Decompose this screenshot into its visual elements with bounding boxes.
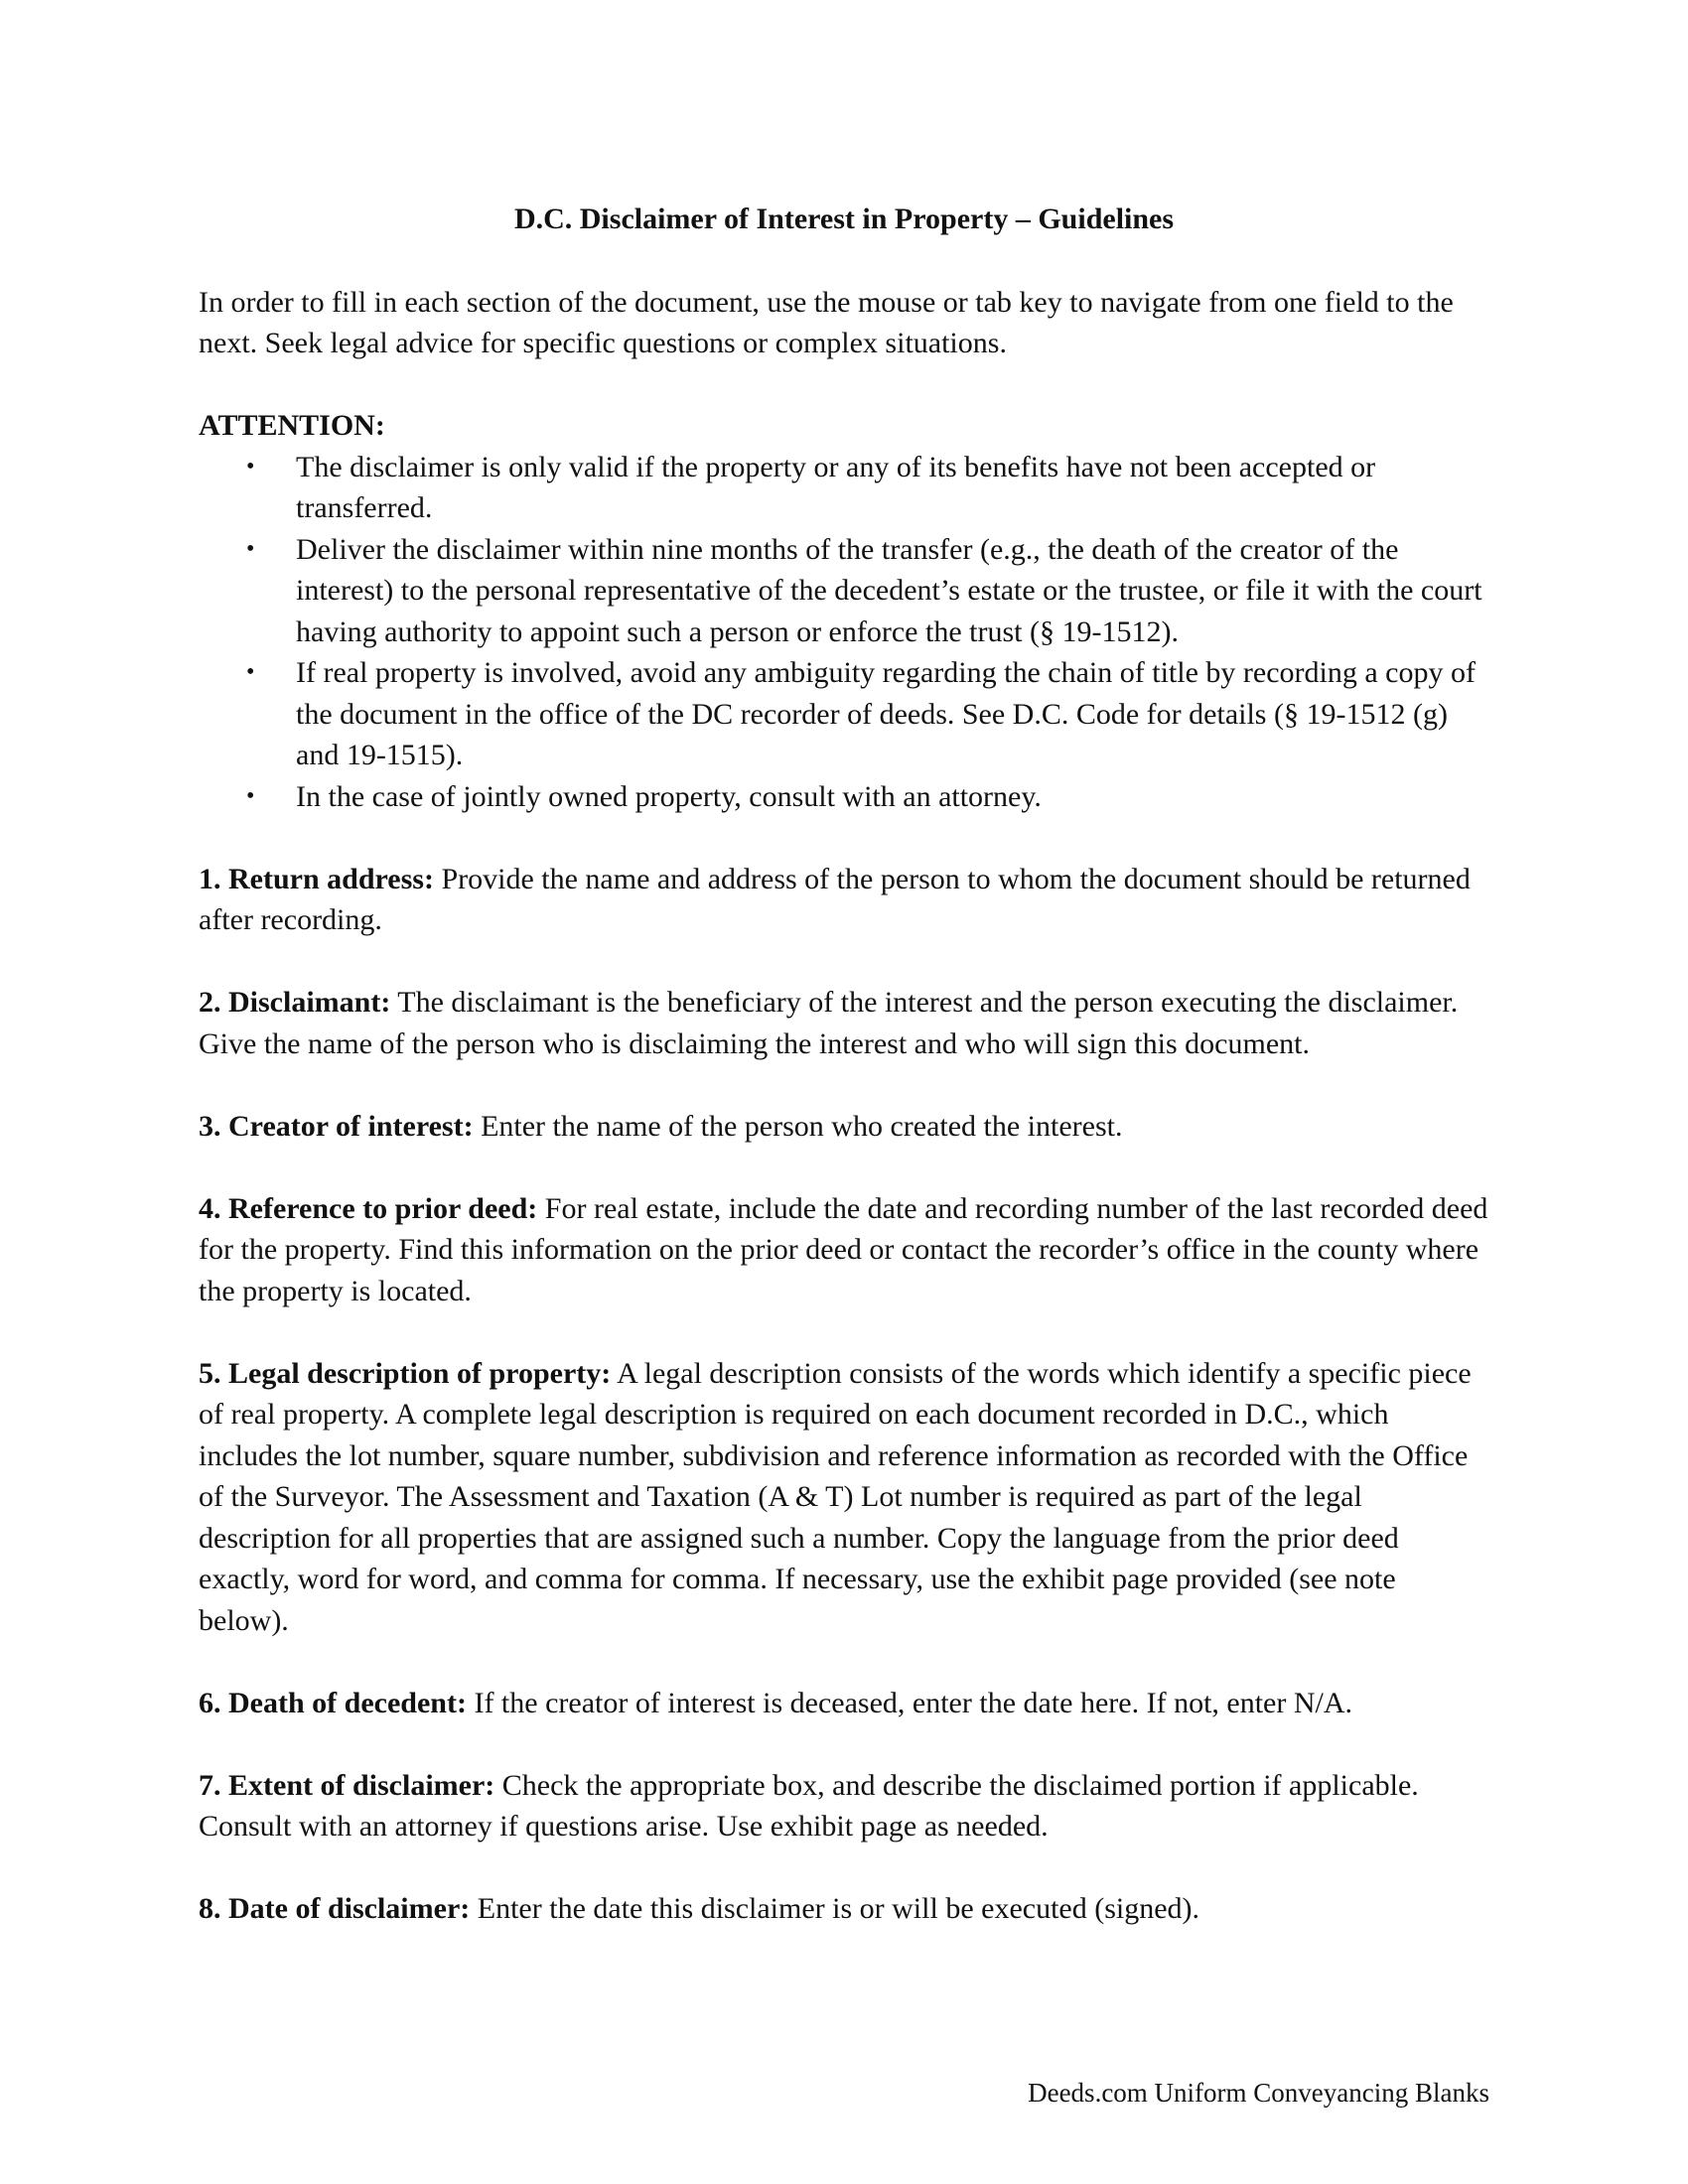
section-death-of-decedent [199,1683,1489,1724]
bullet-icon: • [246,453,255,479]
section-date-of-disclaimer [199,1888,1489,1930]
document-page [199,199,1489,1971]
section-text: Enter the name of the person who created the interest. [473,1109,1123,1143]
section-label: 3. Creator of interest: [199,1109,474,1143]
section-legal-description [199,1353,1489,1642]
attention-item-text: In the case of jointly owned property, consult with an attorney. [296,779,1042,813]
document-title: D.C. Disclaimer of Interest in Property – Guidelines [513,203,1175,235]
section-text: Check the appropriate box, and describe the disclaimed portion if applicable. Consult with an attorney if questions arise. Use exhibit page as needed. [199,1768,1419,1843]
attention-heading: ATTENTION: [199,409,385,442]
bullet-icon: • [246,659,255,685]
intro-paragraph: In order to fill in each section of the document, use the mouse or tab key to navigate from one field to the next. Seek legal advice for specific questions or complex situations. [199,285,1454,359]
attention-item [199,529,1489,653]
section-label: 8. Date of disclaimer: [199,1892,471,1925]
bullet-icon: • [246,782,255,809]
section-text: Enter the date this disclaimer is or will be executed (signed). [470,1892,1200,1925]
section-creator-of-interest [199,1106,1489,1148]
section-reference-prior-deed [199,1188,1489,1312]
section-text: For real estate, include the date and recording number of the last recorded deed for the property. Find this information on the prior deed or contact the recorder’s office in the county where the property is located. [199,1191,1488,1307]
section-label: 5. Legal description of property: [199,1356,612,1390]
section-label: 1. Return address: [199,862,434,895]
section-label: 4. Reference to prior deed: [199,1191,538,1225]
section-extent-of-disclaimer [199,1765,1489,1847]
section-label: 2. Disclaimant: [199,986,391,1019]
section-label: 6. Death of decedent: [199,1686,467,1719]
attention-item [199,652,1489,776]
attention-list [199,447,1489,818]
attention-item-text: If real property is involved, avoid any ambiguity regarding the chain of title by recording a copy of the document in the office of the DC recorder of deeds. See D.C. Code for details (§ 19-1512 (g) and 19-1515). [296,656,1476,771]
section-label: 7. Extent of disclaimer: [199,1768,495,1802]
section-text: Provide the name and address of the person to whom the document should be returned after recording. [199,862,1471,936]
section-return-address [199,859,1489,941]
bullet-icon: • [246,535,255,562]
section-disclaimant [199,982,1489,1064]
attention-item-text: The disclaimer is only valid if the property or any of its benefits have not been accepted or transferred. [296,450,1376,524]
attention-item [199,776,1489,818]
attention-item-text: Deliver the disclaimer within nine months of the transfer (e.g., the death of the creator of the interest) to the personal representative of the decedent’s estate or the trustee, or file it with the court having authority to appoint such a person or enforce the trust (§ 19-1512). [296,532,1482,648]
section-text: The disclaimant is the beneficiary of the interest and the person executing the disclaimer. Give the name of the person who is disclaiming the interest and who will sign this document. [199,986,1459,1060]
section-text: If the creator of interest is deceased, enter the date here. If not, enter N/A. [466,1686,1353,1719]
section-text: A legal description consists of the words which identify a specific piece of real property. A complete legal description is required on each document recorded in D.C., which includes the lot number, square number, subdivision and reference information as recorded with the Office of the Surveyor. The Assessment and Taxation (A & T) Lot number is required as part of the legal description for all properties that are assigned such a number. Copy the language from the prior deed exactly, word for word, and comma for comma. If necessary, use the exhibit page provided (see note below). [199,1356,1472,1637]
footer-text: Deeds.com Uniform Conveyancing Blanks [1028,2078,1489,2108]
attention-item [199,447,1489,529]
